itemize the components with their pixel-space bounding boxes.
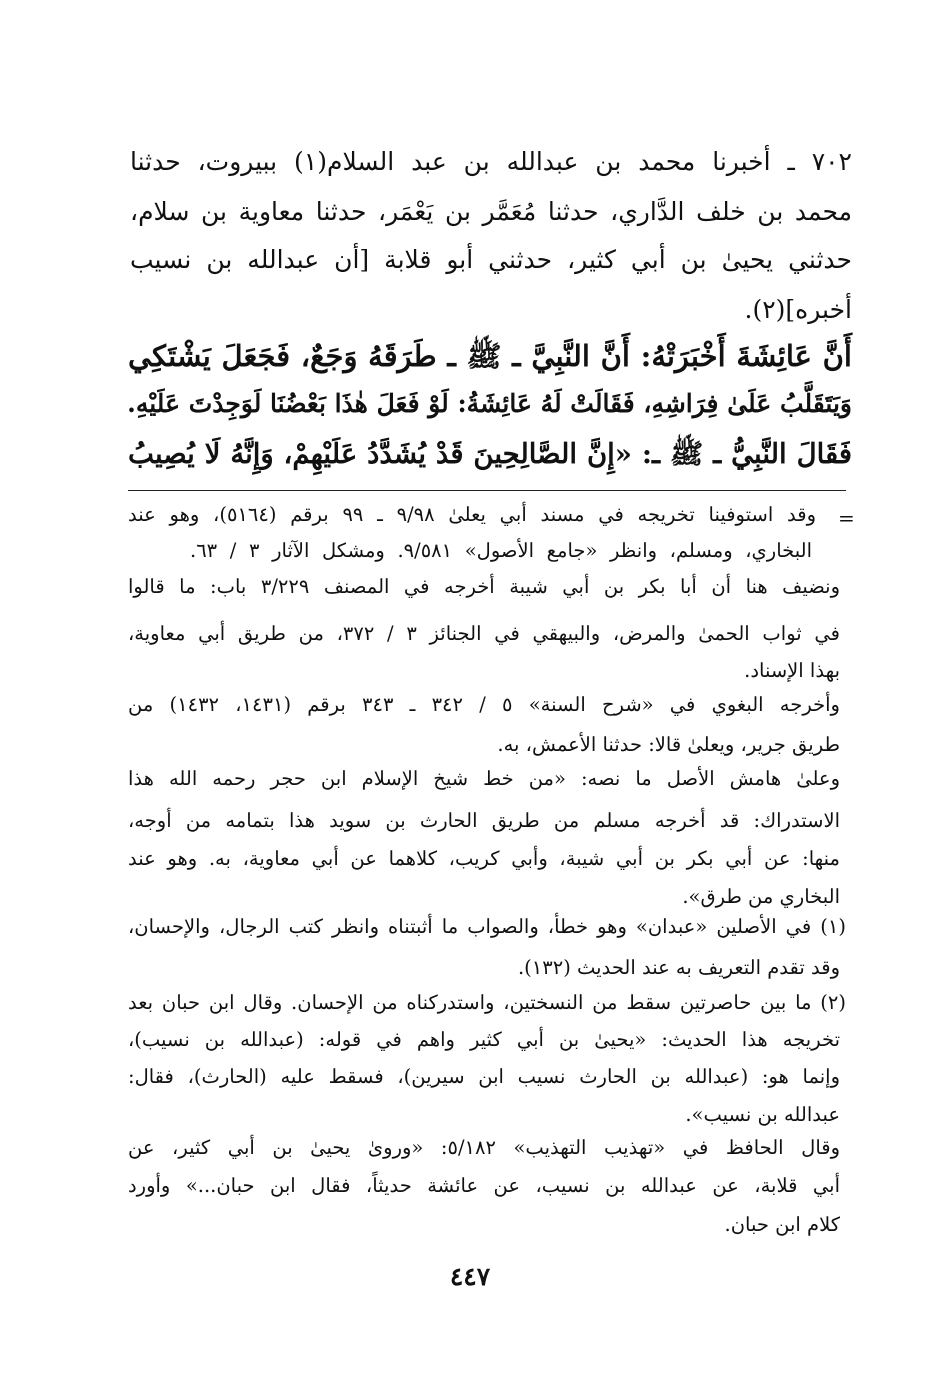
main-text-line: ٧٠٢ ـ أخبرنا محمد بن عبدالله بن عبد السلام(١) ببيروت، حدثنا bbox=[130, 147, 852, 176]
footnote-line: ونضيف هنا أن أبا بكر بن أبي شيبة أخرجه في المصنف ٣/٢٢٩ باب: ما قالوا bbox=[128, 575, 840, 598]
hadith-text-line: وَيَتَقَلَّبُ عَلَىٰ فِرَاشِهِ، فَقَالَتْ لَهُ عَائِشَةُ: لَوْ فَعَلَ هٰذَا بَعْضُنَا لَوَجِدْتَ عَلَيْهِ. bbox=[127, 389, 852, 418]
footnote-line: وإنما هو: (عبدالله بن الحارث نسيب ابن سيرين)، فسقط عليه (الحارث)، فقال: bbox=[128, 1065, 840, 1088]
page-number: ٤٤٧ bbox=[449, 1262, 491, 1291]
footnote-line: طريق جرير، ويعلىٰ قالا: حدثنا الأعمش، به. bbox=[497, 733, 840, 756]
continuation-marker: = bbox=[838, 506, 855, 530]
footnote-line: تخريجه هذا الحديث: «يحيىٰ بن أبي كثير واهم في قوله: (عبدالله بن نسيب)، bbox=[128, 1028, 840, 1051]
footnote-line: البخاري من طرق». bbox=[682, 885, 840, 908]
footnote-line: الاستدراك: قد أخرجه مسلم من طريق الحارث بن سويد هذا بتمامه من أوجه، bbox=[128, 809, 840, 832]
main-text-line: أخبره](٢). bbox=[744, 295, 852, 324]
hadith-text-line: فَقَالَ النَّبِيُّ ـ ﷺ ـ: «إِنَّ الصَّالِحِينَ قَدْ يُشَدَّدُ عَلَيْهِمْ، وَإِنَّهُ لَا يُصِيبُ bbox=[128, 438, 852, 470]
footnote-line: بهذا الإسناد. bbox=[744, 659, 840, 682]
footnote-line: وعلىٰ هامش الأصل ما نصه: «من خط شيخ الإسلام ابن حجر رحمه الله هذا bbox=[128, 767, 840, 790]
footnote-line: وقد استوفينا تخريجه في مسند أبي يعلىٰ ٩/٩٨ ـ ٩٩ برقم (٥١٦٤)، وهو عند bbox=[128, 503, 816, 526]
footnote-line: البخاري، ومسلم، وانظر «جامع الأصول» ٩/٥٨١. ومشكل الآثار ٣ / ٦٣. bbox=[190, 539, 813, 562]
footnote-1: (١) في الأصلين «عبدان» وهو خطأ، والصواب ما أثبتناه وانظر كتب الرجال، والإحسان، bbox=[128, 915, 846, 938]
footnote-line: وقال الحافظ في «تهذيب التهذيب» ٥/١٨٢: «وروىٰ يحيىٰ بن أبي كثير، عن bbox=[128, 1136, 840, 1159]
main-text-line: محمد بن خلف الدَّاري، حدثنا مُعَمَّر بن يَعْمَر، حدثنا معاوية بن سلام، bbox=[130, 197, 852, 226]
footnote-line: وقد تقدم التعريف به عند الحديث (١٣٢). bbox=[517, 956, 840, 979]
footnote-line: وأخرجه البغوي في «شرح السنة» ٥ / ٣٤٢ ـ ٣٤٣ برقم (١٤٣١، ١٤٣٢) من bbox=[128, 693, 840, 716]
main-text-line: حدثني يحيىٰ بن أبي كثير، حدثني أبو قلابة [أن عبدالله بن نسيب bbox=[130, 245, 852, 274]
footnote-line: عبدالله بن نسيب». bbox=[685, 1103, 840, 1126]
footnote-separator bbox=[128, 490, 846, 491]
hadith-text-line: أَنَّ عَائِشَةَ أَخْبَرَتْهُ: أَنَّ النَّبِيَّ ـ ﷺ ـ طَرَقَهُ وَجَعٌ، فَجَعَلَ يَشْتَكِي bbox=[128, 339, 852, 373]
footnote-2: (٢) ما بين حاصرتين سقط من النسختين، واستدركناه من الإحسان. وقال ابن حبان بعد bbox=[128, 991, 846, 1014]
footnote-line: منها: عن أبي بكر بن أبي شيبة، وأبي كريب، كلاهما عن أبي معاوية، به. وهو عند bbox=[128, 847, 840, 870]
footnote-line: أبي قلابة، عن عبدالله بن نسيب، عن عائشة حديثاً، فقال ابن حبان...» وأورد bbox=[128, 1174, 840, 1197]
footnote-line: كلام ابن حبان. bbox=[724, 1213, 840, 1236]
footnote-line: في ثواب الحمىٰ والمرض، والبيهقي في الجنائز ٣ / ٣٧٢، من طريق أبي معاوية، bbox=[128, 622, 840, 645]
